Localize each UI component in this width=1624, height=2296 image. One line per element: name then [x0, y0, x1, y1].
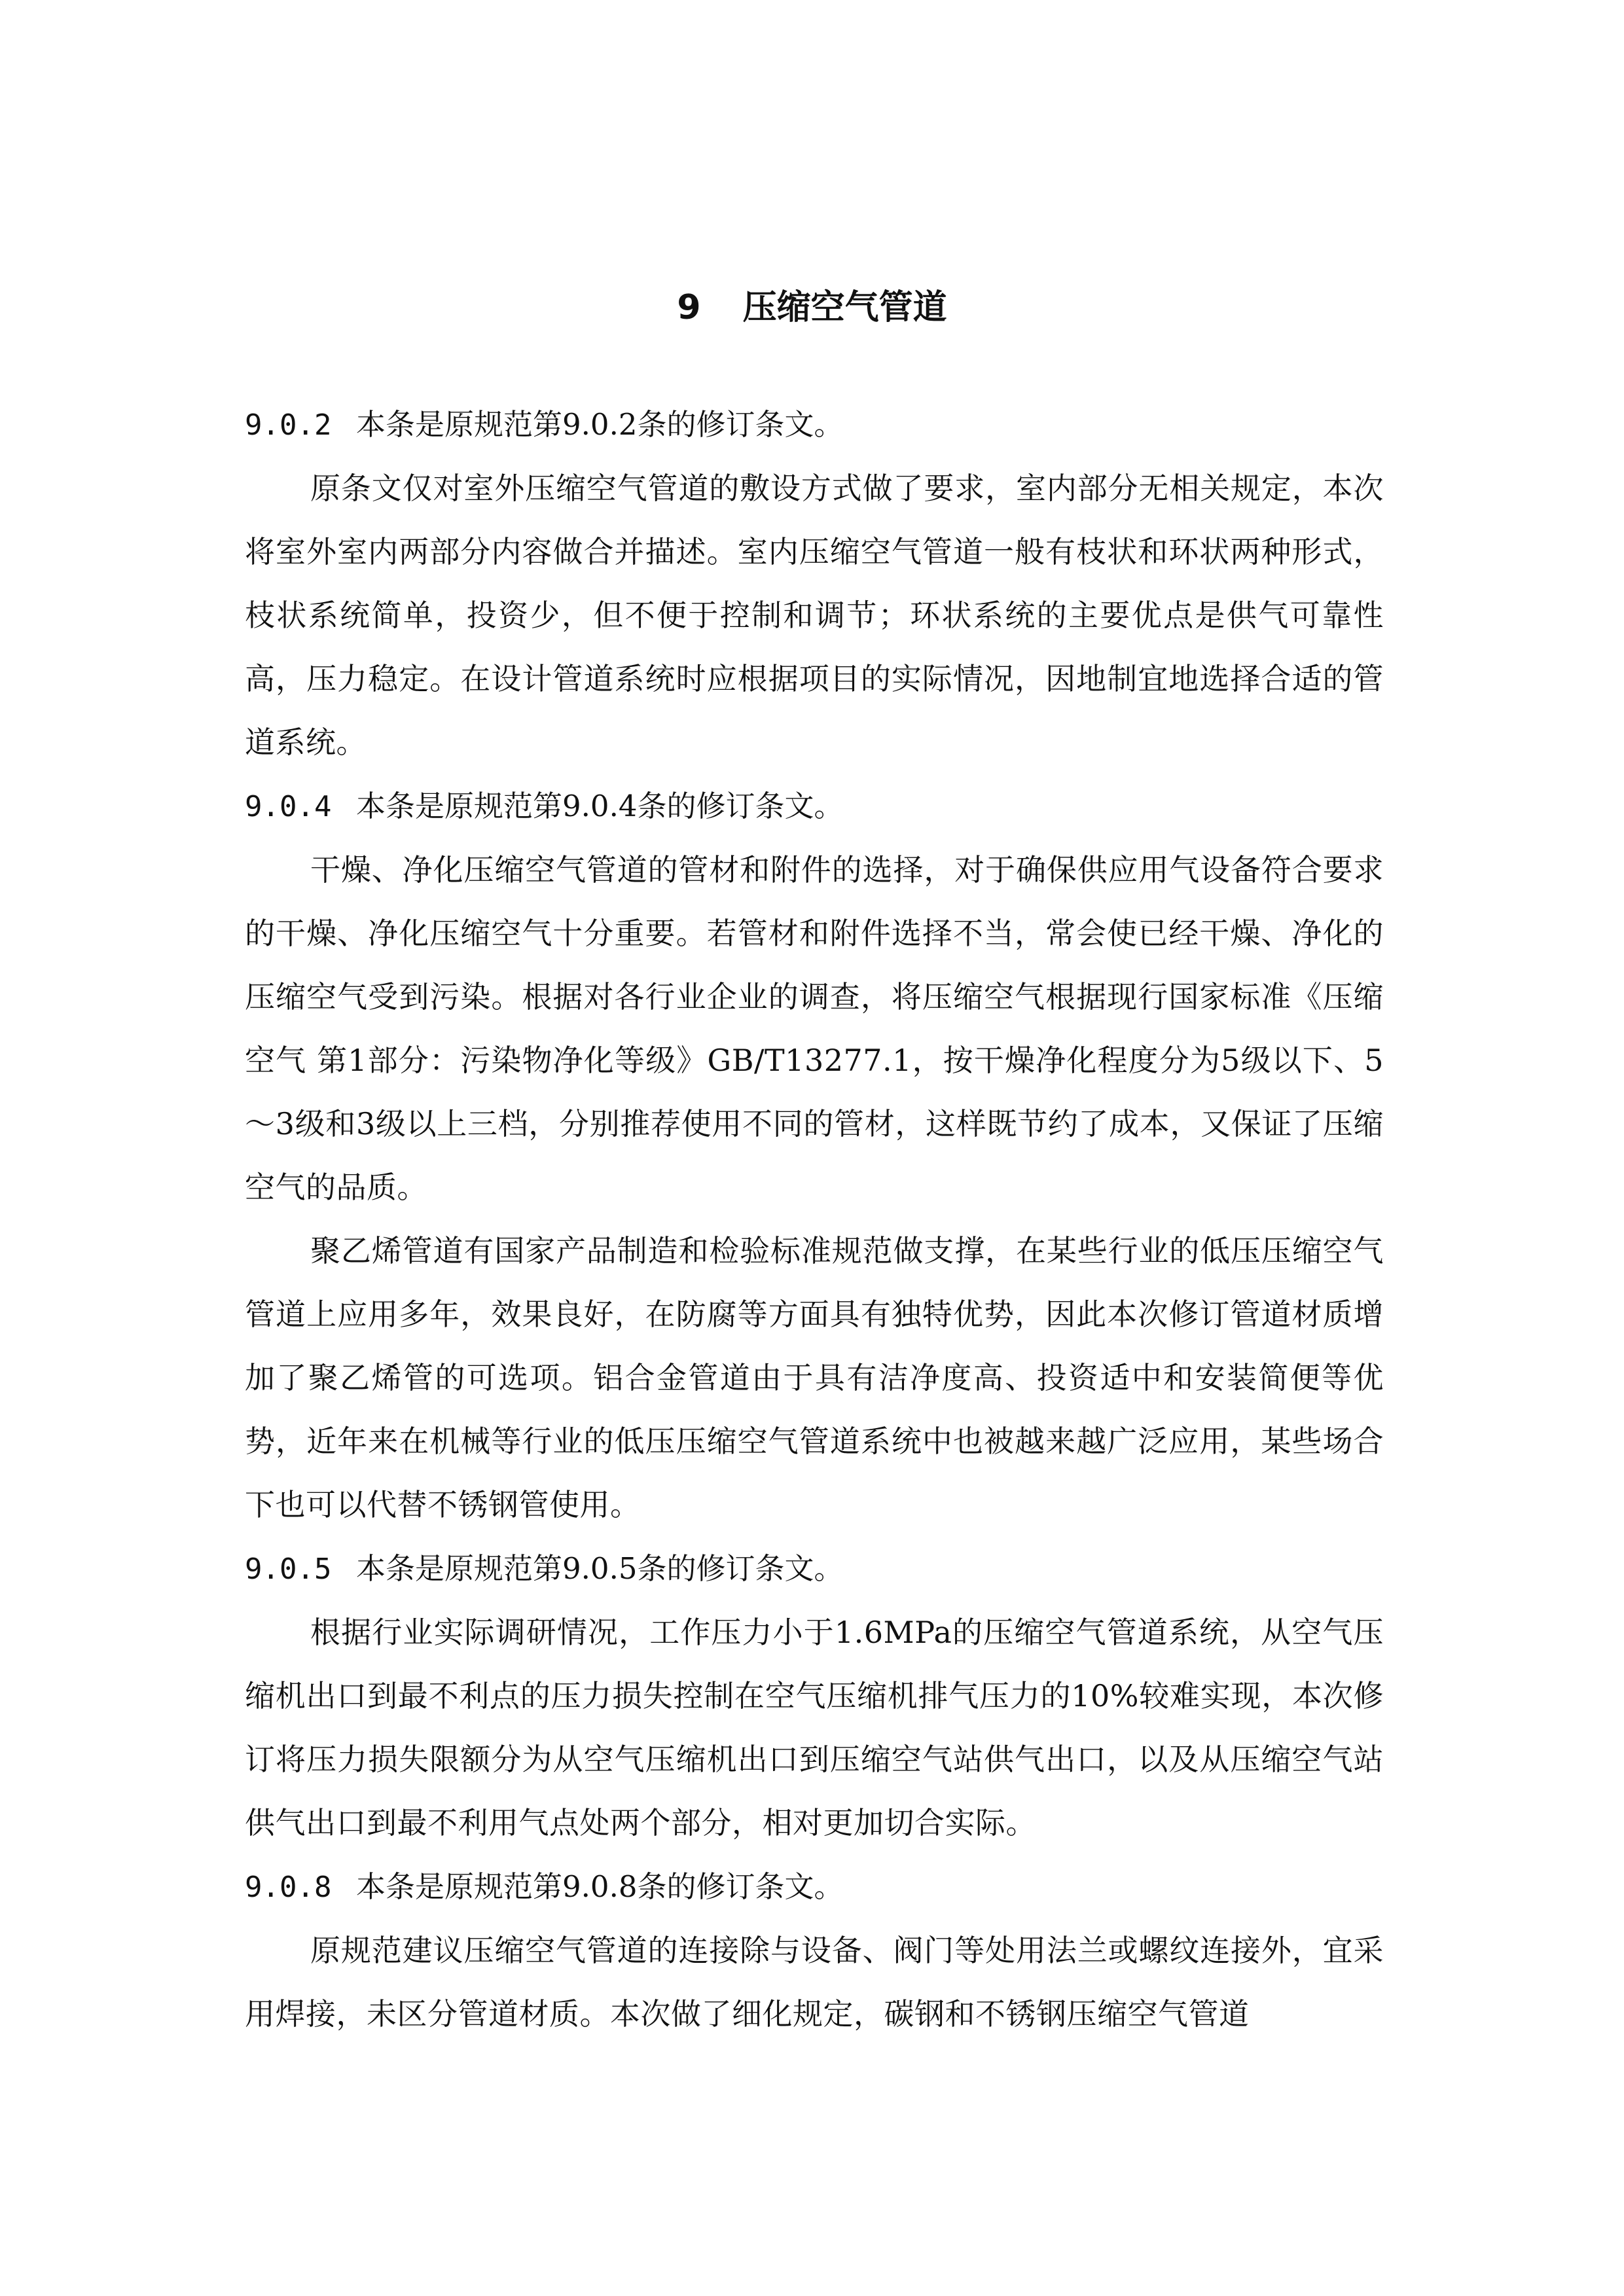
clause-heading — [245, 1855, 1384, 1919]
clause-heading-text: 本条是原规范第9.0.5条的修订条文。 — [356, 1551, 844, 1586]
document-body — [245, 393, 1384, 2046]
clause-paragraph: 干燥、净化压缩空气管道的管材和附件的选择，对于确保供应用气设备符合要求的干燥、净化压缩空气十分重要。若管材和附件选择不当，常会使已经干燥、净化的压缩空气受到污染。根据对各行业企业的调查，将压缩空气根据现行国家标准《压缩空气 第1部分：污染物净化等级》GB/T13277.1，按干燥净化程度分为5级以下、5～3级和3级以上三档，分别推荐使用不同的管材，这样既节约了成本，又保证了压缩空气的品质。 — [245, 852, 1384, 1205]
clause-heading-text: 本条是原规范第9.0.2条的修订条文。 — [356, 407, 844, 442]
clause-heading — [245, 1537, 1384, 1601]
clause-9-0-4 — [245, 774, 1384, 1537]
chapter-title — [0, 281, 1624, 334]
clause-number: 9.0.2 — [245, 408, 332, 442]
clause-9-0-2 — [245, 393, 1384, 774]
chapter-number: 9 — [677, 288, 701, 327]
clause-paragraph: 聚乙烯管道有国家产品制造和检验标准规范做支撑，在某些行业的低压压缩空气管道上应用多年，效果良好，在防腐等方面具有独特优势，因此本次修订管道材质增加了聚乙烯管的可选项。铝合金管道由于具有洁净度高、投资适中和安装简便等优势，近年来在机械等行业的低压压缩空气管道系统中也被越来越广泛应用，某些场合下也可以代替不锈钢管使用。 — [245, 1233, 1384, 1522]
clause-paragraph: 原条文仅对室外压缩空气管道的敷设方式做了要求，室内部分无相关规定，本次将室外室内两部分内容做合并描述。室内压缩空气管道一般有枝状和环状两种形式，枝状系统简单，投资少，但不便于控制和调节；环状系统的主要优点是供气可靠性高，压力稳定。在设计管道系统时应根据项目的实际情况，因地制宜地选择合适的管道系统。 — [245, 471, 1384, 760]
clause-paragraph: 根据行业实际调研情况，工作压力小于1.6MPa的压缩空气管道系统，从空气压缩机出口到最不利点的压力损失控制在空气压缩机排气压力的10%较难实现，本次修订将压力损失限额分为从空气压缩机出口到压缩空气站供气出口，以及从压缩空气站供气出口到最不利用气点处两个部分，相对更加切合实际。 — [245, 1615, 1384, 1840]
clause-number: 9.0.5 — [245, 1552, 332, 1586]
clause-heading — [245, 393, 1384, 457]
clause-paragraph: 原规范建议压缩空气管道的连接除与设备、阀门等处用法兰或螺纹连接外，宜采用焊接，未区分管道材质。本次做了细化规定，碳钢和不锈钢压缩空气管道 — [245, 1933, 1384, 2032]
clause-number: 9.0.4 — [245, 790, 332, 823]
chapter-title-text: 压缩空气管道 — [742, 288, 947, 327]
clause-9-0-8 — [245, 1855, 1384, 2046]
clause-number: 9.0.8 — [245, 1871, 332, 1904]
clause-heading — [245, 774, 1384, 838]
clause-9-0-5 — [245, 1537, 1384, 1855]
clause-heading-text: 本条是原规范第9.0.4条的修订条文。 — [356, 789, 844, 823]
clause-heading-text: 本条是原规范第9.0.8条的修订条文。 — [356, 1869, 844, 1904]
